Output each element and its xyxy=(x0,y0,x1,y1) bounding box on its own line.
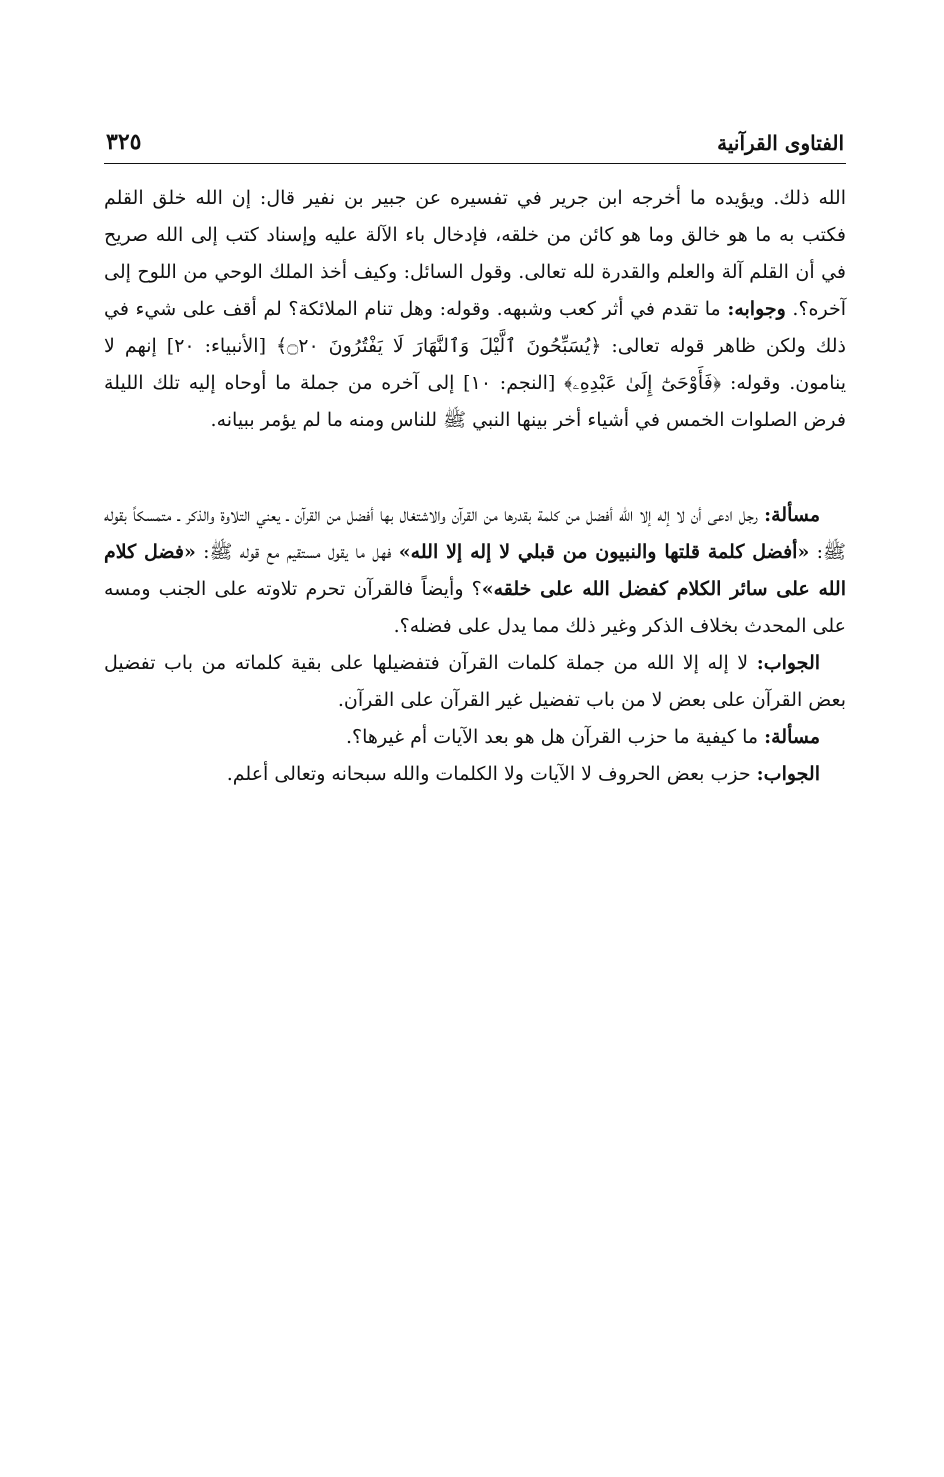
question-text-part-3: ؟ وأيضاً فالقرآن تحرم تلاوته على الجنب ومسه على المحدث بخلاف الذكر وغير ذلك مما يدل على فضله؟. xyxy=(104,578,846,637)
page-number: ٣٢٥ xyxy=(106,129,142,155)
answer-paragraph-1 xyxy=(104,645,846,719)
answer-label: الجواب: xyxy=(756,652,821,674)
question-paragraph-2 xyxy=(104,719,846,756)
answer-label: الجواب: xyxy=(756,763,820,785)
page-header xyxy=(104,120,846,164)
question-label: مسألة: xyxy=(764,726,820,748)
continuation-paragraph xyxy=(104,180,846,439)
answer-label: وجوابه: xyxy=(727,298,786,320)
question-text-part-1: رجل ادعى أن لا إله إلا الله أفضل من كلمة بقدرها من القرآن والاشتغال بها أفضل من القرآن ـ يعني التلاوة والذكر ـ متمسكاً بقوله ﷺ: xyxy=(104,504,847,563)
hadith-quote-2: «فضل كلام الله على سائر الكلام كفضل الله على خلقه» xyxy=(104,541,846,600)
document-page xyxy=(104,120,846,793)
page-body xyxy=(104,180,846,793)
answer-text: ما تقدم في أثر كعب وشبهه. وقوله: وهل تنام الملائكة؟ لم أقف على شيء في ذلك ولكن ظاهر قوله تعالى: ﴿يُسَبِّحُونَ ٱلَّيْلَ وَٱلنَّهَارَ لَا يَفْتُرُونَ ۝٢٠﴾ [الأنبياء: ٢٠] إنهم لا ينامون. وقوله: ﴿فَأَوْحَىٰٓ إِلَىٰ عَبْدِهِۦ﴾ [النجم: ١٠] إلى آخره من جملة ما أوحاه إليه تلك الليلة فرض الصلوات الخمس في أشياء أخر بينها النبي ﷺ للناس ومنه ما لم يؤمر ببيانه. xyxy=(104,298,846,431)
answer-text: حزب بعض الحروف لا الآيات ولا الكلمات والله سبحانه وتعالى أعلم. xyxy=(226,763,751,785)
question-text-part-2: فهل ما يقول مستقيم مع قوله ﷺ: xyxy=(203,541,392,563)
question-paragraph-1 xyxy=(104,497,846,645)
running-title: الفتاوى القرآنية xyxy=(717,131,844,155)
question-text: ما كيفية ما حزب القرآن هل هو بعد الآيات أم غيرها؟. xyxy=(346,726,759,748)
question-label: مسألة: xyxy=(764,504,821,526)
hadith-quote-1: «أفضل كلمة قلتها والنبيون من قبلي لا إله إلا الله» xyxy=(398,541,810,563)
answer-paragraph-2 xyxy=(104,756,846,793)
answer-text: لا إله إلا الله من جملة كلمات القرآن فتفضيلها على بقية كلماته من باب تفضيل بعض القرآن على بعض لا من باب تفضيل غير القرآن على القرآن. xyxy=(104,652,846,711)
continuation-text: الله ذلك. ويؤيده ما أخرجه ابن جرير في تفسيره عن جبير بن نفير قال: إن الله خلق القلم فكتب به ما هو خالق وما هو كائن من خلقه، فإدخال باء الآلة عليه وإسناد كتب إلى الله صريح في أن القلم آلة والعلم والقدرة لله تعالى. وقول السائل: وكيف أخذ الملك الوحي من اللوح إلى آخره؟. xyxy=(104,187,846,320)
